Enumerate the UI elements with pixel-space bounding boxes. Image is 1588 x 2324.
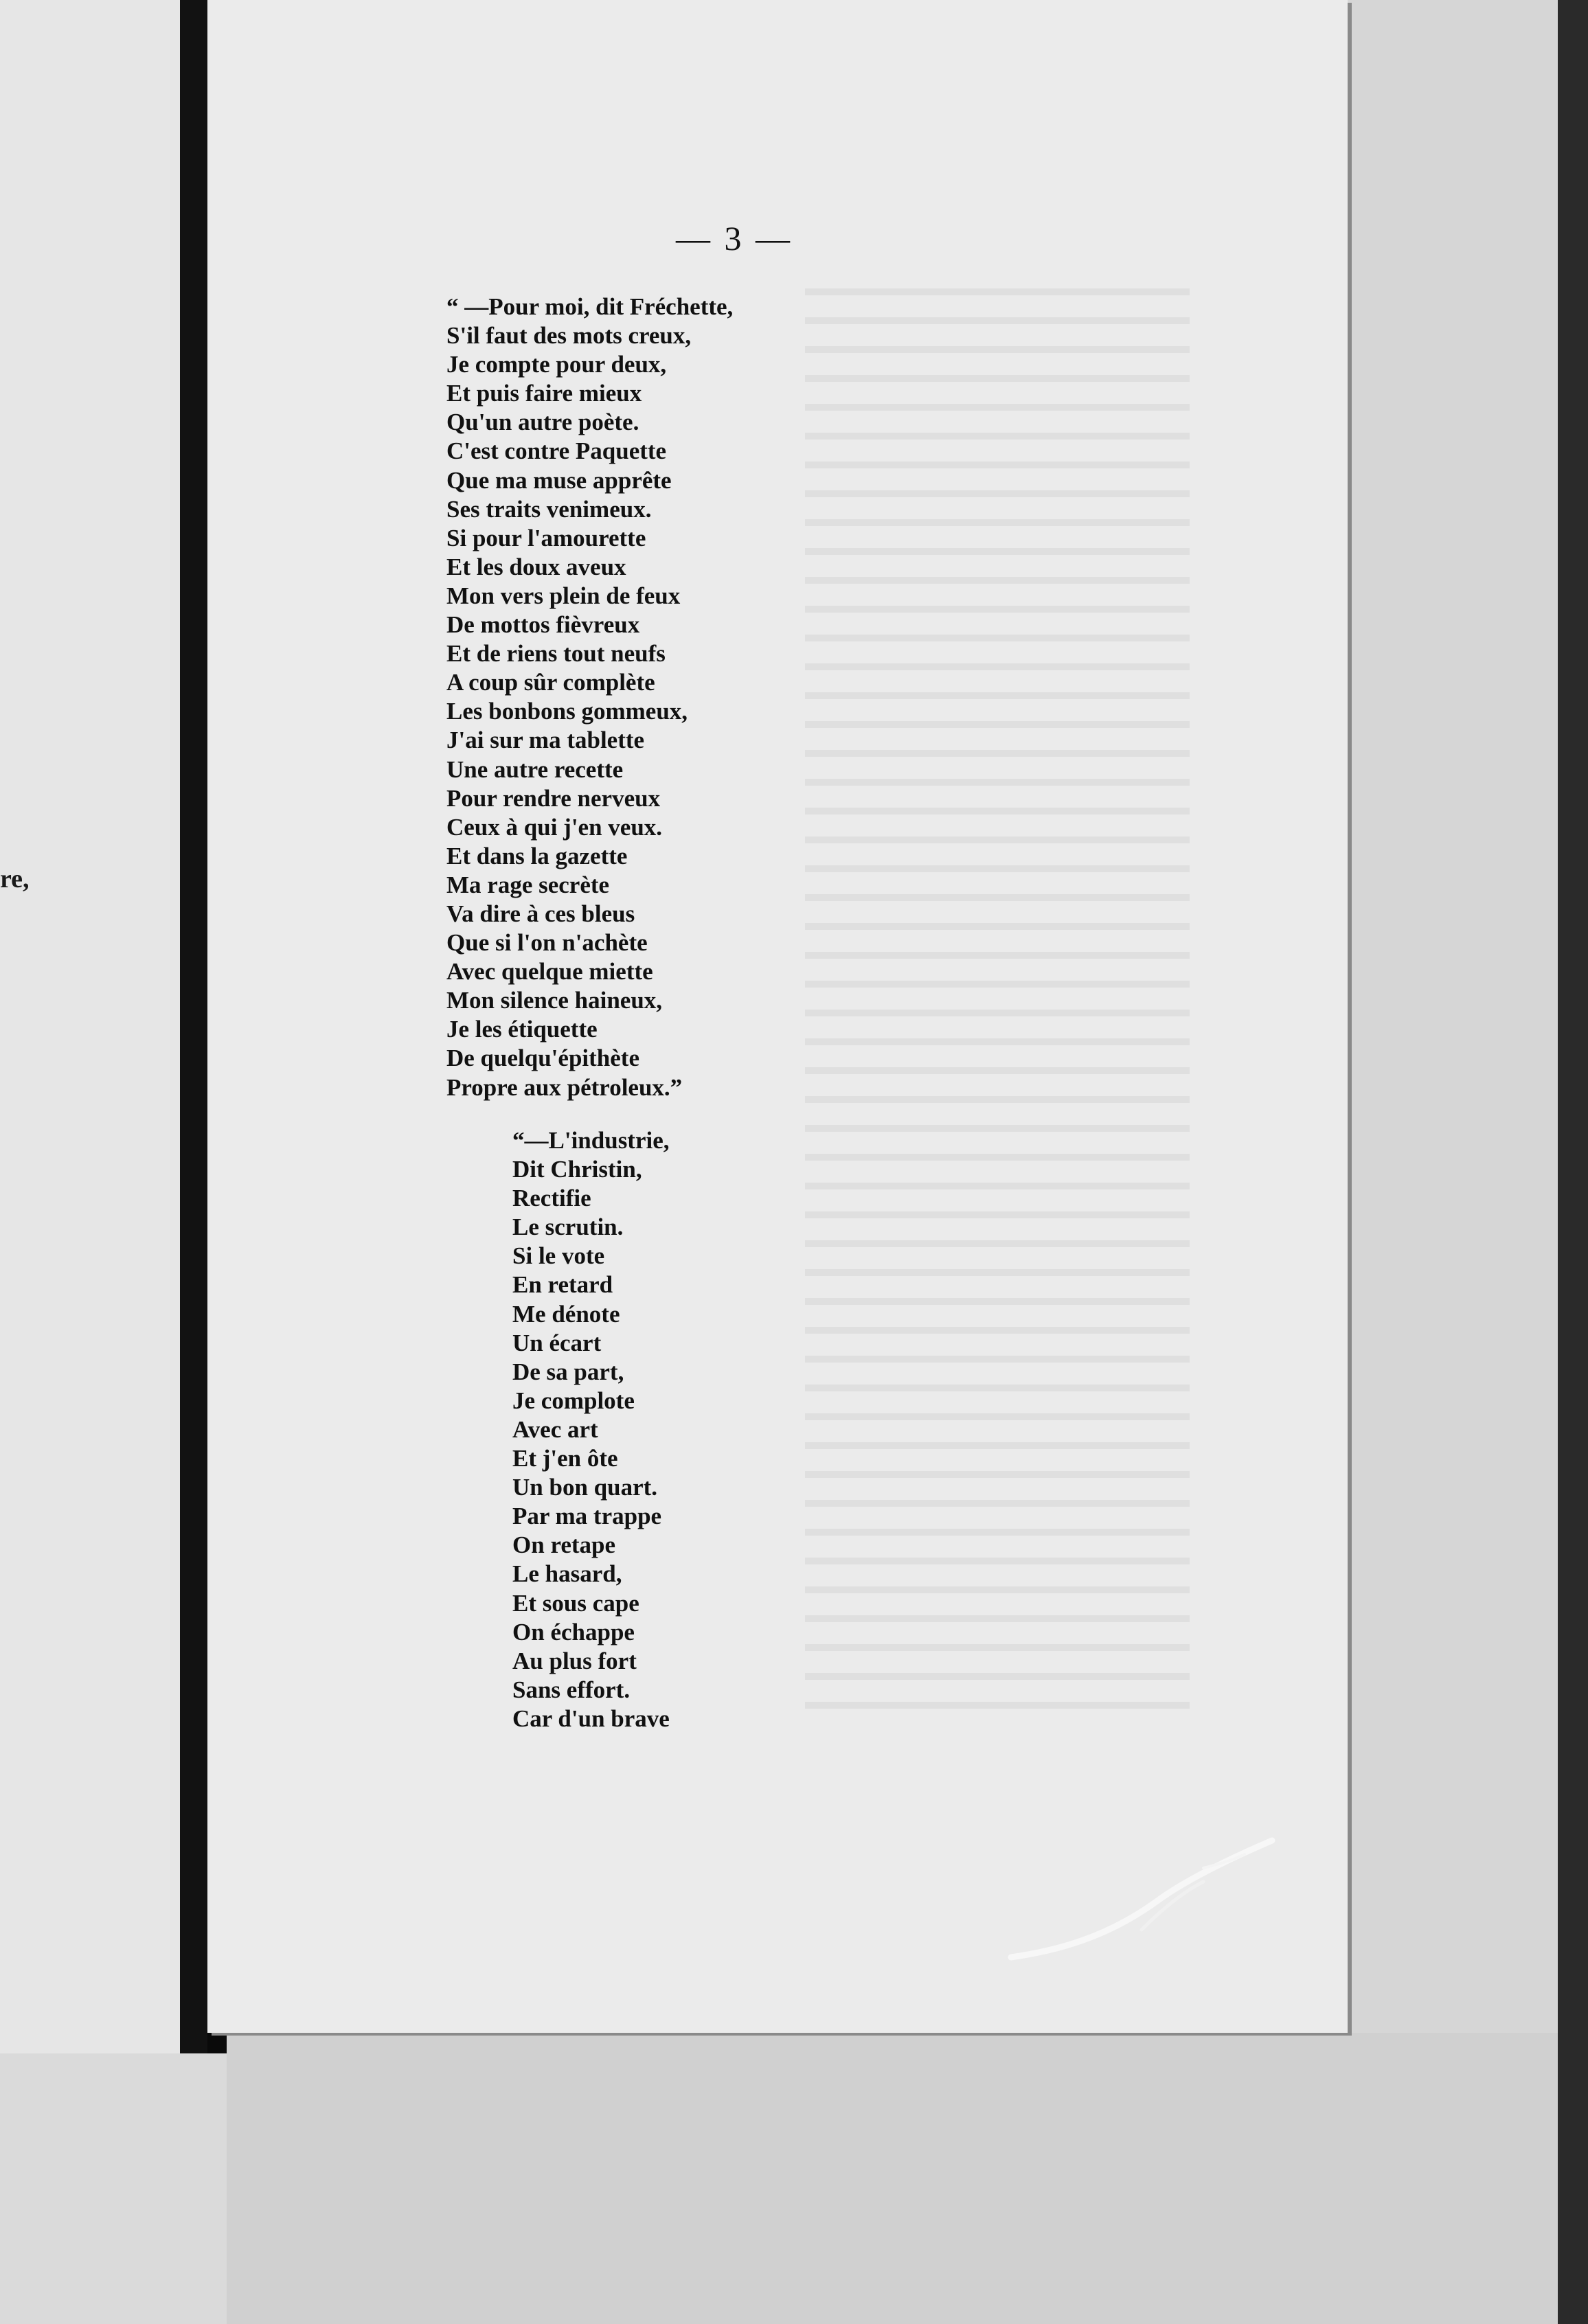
poem-line: Car d'un brave: [512, 1705, 670, 1732]
poem-line: Mon vers plein de feux: [446, 582, 681, 609]
poem-line: Ceux à qui j'en veux.: [446, 813, 663, 841]
show-through-text: [805, 288, 1190, 1731]
poem-line: Et sous cape: [512, 1589, 639, 1617]
poem-line: Et de riens tout neufs: [446, 640, 666, 668]
poem-line: De quelqu'épithète: [446, 1045, 639, 1072]
poem-line: Sans effort.: [512, 1676, 631, 1703]
poem-line: Un écart: [512, 1329, 602, 1356]
poem-line: Pour rendre nerveux: [446, 784, 661, 812]
poem-line: Rectifie: [512, 1185, 591, 1212]
poem-line: On échappe: [512, 1618, 635, 1645]
poem-line: Au plus fort: [512, 1647, 637, 1674]
poem-line: Les bonbons gommeux,: [446, 698, 688, 725]
poem-line: Qu'un autre poète.: [446, 409, 639, 436]
poem-line: De sa part,: [512, 1358, 624, 1385]
poem-line: Avec art: [512, 1415, 598, 1443]
poem-line: Propre aux pétroleux.”: [446, 1073, 683, 1101]
scratch-mark: [997, 1827, 1286, 1978]
poem-line: Le hasard,: [512, 1560, 622, 1588]
right-scan-edge: [1558, 0, 1588, 2324]
poem-line: Va dire à ces bleus: [446, 900, 635, 927]
poem-line: “—L'industrie,: [512, 1127, 670, 1154]
poem-line: Un bon quart.: [512, 1474, 658, 1501]
poem-line: De mottos fièvreux: [446, 611, 640, 639]
left-page-fragment: re,: [0, 865, 30, 893]
poem-line: Je les étiquette: [446, 1016, 598, 1043]
poem-line: En retard: [512, 1271, 613, 1299]
poem-line: Et j'en ôte: [512, 1445, 618, 1472]
book-binding: [180, 0, 207, 2053]
page-number: — 3 —: [676, 219, 793, 258]
poem-line: C'est contre Paquette: [446, 437, 667, 465]
poem-line: Je complote: [512, 1387, 635, 1414]
poem-line: S'il faut des mots creux,: [446, 322, 692, 350]
poem-line: J'ai sur ma tablette: [446, 727, 645, 754]
poem-line: Si pour l'amourette: [446, 524, 646, 551]
poem-line: Si le vote: [512, 1242, 605, 1270]
underlying-sheet: [1346, 0, 1573, 2060]
poem-line: Et dans la gazette: [446, 842, 628, 869]
poem-line: “ —Pour moi, dit Fréchette,: [446, 293, 734, 320]
poem-line: Dit Christin,: [512, 1156, 642, 1183]
poem-line: Le scrutin.: [512, 1214, 624, 1241]
poem-line: Et puis faire mieux: [446, 380, 642, 407]
poem-line: Par ma trappe: [512, 1503, 662, 1530]
underlying-page-bottom: [227, 2033, 1573, 2324]
poem-stanza-frechette: [446, 293, 733, 1102]
poem-line: On retape: [512, 1531, 616, 1559]
poem-line: Une autre recette: [446, 755, 624, 783]
poem-stanza-christin: [512, 1126, 670, 1733]
poem-line: Me dénote: [512, 1300, 620, 1328]
main-page: [207, 0, 1348, 2033]
lower-page-edge-left: [0, 2053, 234, 2324]
poem-line: Et les doux aveux: [446, 553, 626, 580]
poem-line: Je compte pour deux,: [446, 351, 667, 378]
poem-line: Ma rage secrète: [446, 871, 610, 898]
poem-line: Avec quelque miette: [446, 958, 653, 986]
poem-line: Que ma muse apprête: [446, 466, 672, 494]
poem-line: Que si l'on n'achète: [446, 929, 648, 957]
poem-line: Mon silence haineux,: [446, 987, 663, 1014]
left-page-edge: [0, 0, 180, 2053]
poem-line: A coup sûr complète: [446, 669, 655, 696]
poem-line: Ses traits venimeux.: [446, 495, 652, 523]
